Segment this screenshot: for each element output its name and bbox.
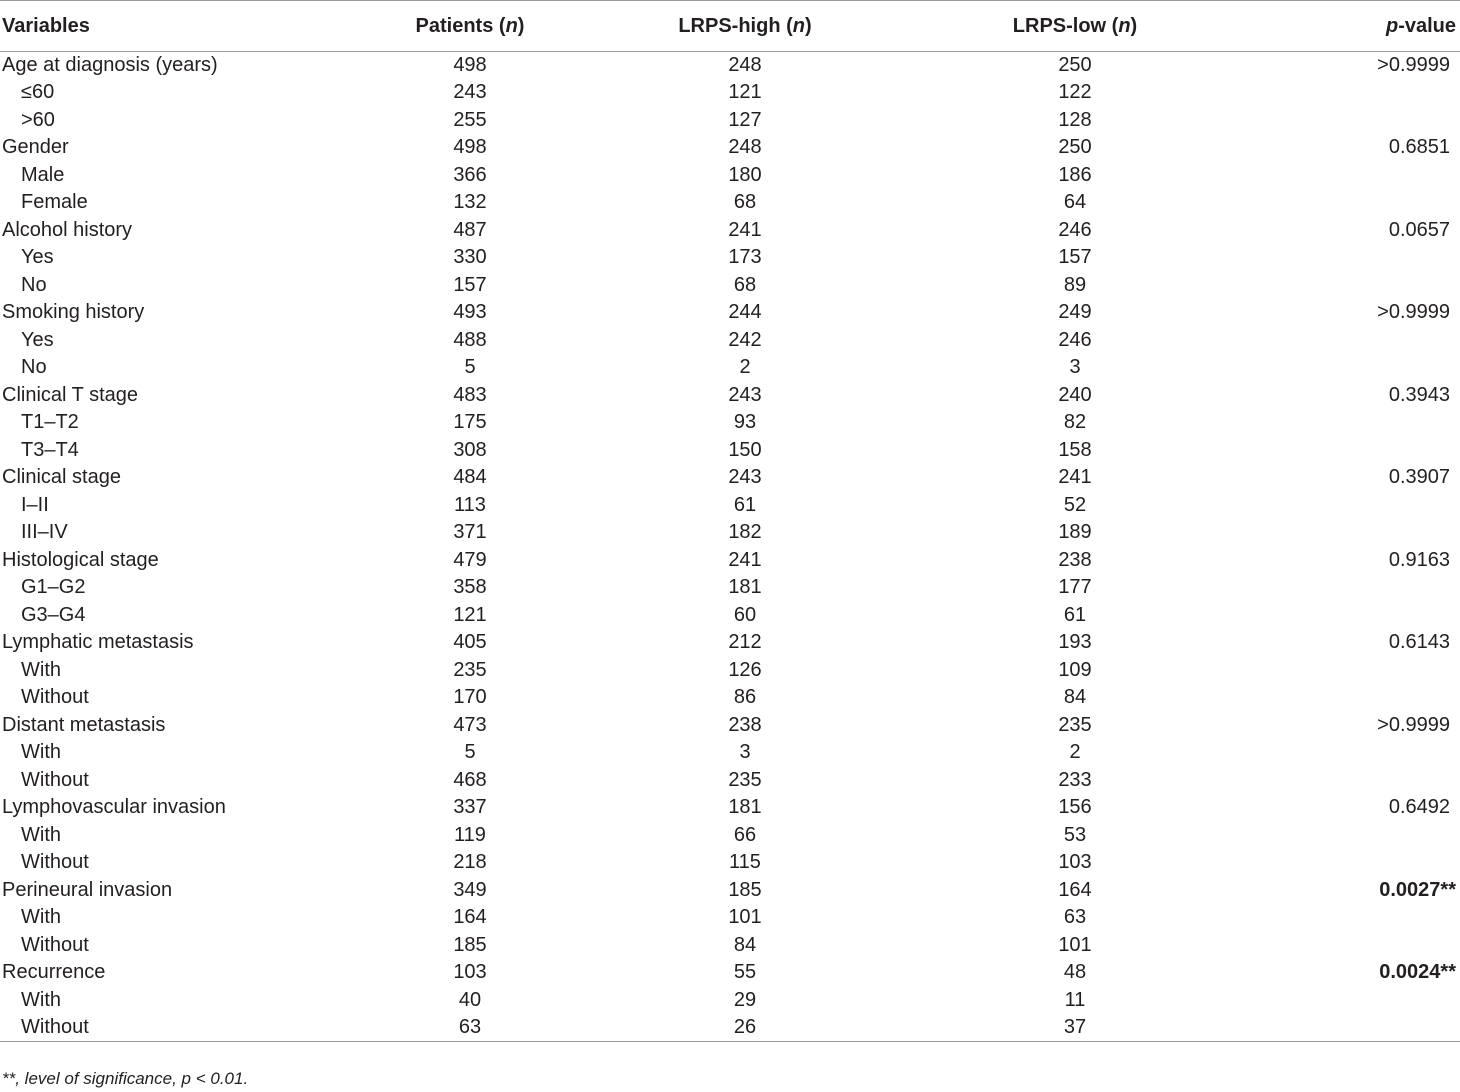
cell-patients: 157 <box>453 273 487 296</box>
cell-lrps-high: 180 <box>728 163 762 186</box>
table-subrow <box>0 904 1460 932</box>
cell-p-value <box>1240 684 1460 712</box>
cell-lrps-low: 157 <box>1058 246 1092 269</box>
cell-patients: 483 <box>453 383 487 406</box>
cell-variable: Gender <box>2 136 69 159</box>
cell-p-value <box>1240 437 1460 465</box>
cell-lrps-low: 64 <box>1063 191 1087 214</box>
cell-p-value <box>1240 657 1460 685</box>
cell-variable: Smoking history <box>2 301 145 324</box>
table-subrow <box>0 492 1460 520</box>
cell-variable: Without <box>21 686 89 709</box>
cell-lrps-low: 186 <box>1058 163 1092 186</box>
cell-p-value: >0.9999 <box>1377 301 1450 324</box>
cell-patients: 358 <box>453 576 487 599</box>
cell-variable: With <box>21 658 61 681</box>
cell-patients: 405 <box>453 631 487 654</box>
cell-lrps-high: 241 <box>728 548 762 571</box>
cell-lrps-high: 241 <box>728 218 762 241</box>
cell-variable: Histological stage <box>2 548 159 571</box>
cell-patients: 243 <box>453 81 487 104</box>
table-row <box>0 794 1460 822</box>
table-subrow <box>0 684 1460 712</box>
cell-p-value <box>1240 519 1460 547</box>
table-subrow <box>0 1014 1460 1042</box>
cell-patients: 185 <box>453 933 487 956</box>
cell-p-value: >0.9999 <box>1377 54 1450 76</box>
cell-p-value: 0.6492 <box>1388 796 1450 819</box>
cell-variable: Without <box>21 933 89 956</box>
cell-lrps-high: 93 <box>733 411 757 434</box>
cell-patients: 119 <box>454 823 486 846</box>
cell-lrps-high: 86 <box>733 686 757 709</box>
cell-p-value <box>1240 409 1460 437</box>
cell-lrps-high: 61 <box>733 493 757 516</box>
cell-patients: 484 <box>453 466 487 489</box>
cell-lrps-low: 238 <box>1058 548 1092 571</box>
table-row <box>0 299 1460 327</box>
table-subrow <box>0 272 1460 300</box>
cell-lrps-high: 3 <box>739 741 751 764</box>
cell-patients: 366 <box>453 163 487 186</box>
cell-p-value <box>1240 189 1460 217</box>
cell-variable: No <box>21 273 47 296</box>
cell-p-value <box>1240 1014 1460 1042</box>
header-lrps-low: LRPS-low (n) <box>910 1 1240 52</box>
cell-p-value <box>1240 492 1460 520</box>
cell-lrps-high: 242 <box>728 328 762 351</box>
cell-lrps-high: 29 <box>733 988 757 1011</box>
cell-lrps-high: 66 <box>733 823 757 846</box>
cell-lrps-high: 101 <box>728 906 762 929</box>
cell-p-value <box>1240 904 1460 932</box>
cell-variable: Lymphatic metastasis <box>2 631 194 654</box>
header-lrps-high: LRPS-high (n) <box>580 1 910 52</box>
table-row <box>0 464 1460 492</box>
cell-variable: Clinical T stage <box>2 383 138 406</box>
cell-lrps-low: 52 <box>1063 493 1087 516</box>
cell-lrps-low: 101 <box>1058 933 1092 956</box>
table-row <box>0 959 1460 987</box>
cell-patients: 5 <box>464 356 476 379</box>
table-row <box>0 382 1460 410</box>
cell-lrps-high: 248 <box>728 136 762 159</box>
cell-lrps-high: 60 <box>733 603 757 626</box>
cell-patients: 308 <box>453 438 487 461</box>
cell-lrps-low: 164 <box>1058 878 1092 901</box>
cell-variable: Age at diagnosis (years) <box>2 54 218 76</box>
table-subrow <box>0 79 1460 107</box>
cell-p-value <box>1240 79 1460 107</box>
cell-lrps-low: 63 <box>1063 906 1087 929</box>
cell-lrps-high: 84 <box>733 933 757 956</box>
cell-p-value <box>1240 987 1460 1015</box>
cell-patients: 175 <box>453 411 487 434</box>
header-p-value: p-value <box>1240 1 1460 52</box>
cell-lrps-low: 109 <box>1058 658 1092 681</box>
cell-patients: 488 <box>453 328 487 351</box>
cell-patients: 479 <box>453 548 487 571</box>
cell-p-value: 0.0027** <box>1379 878 1456 901</box>
cell-lrps-high: 121 <box>728 81 762 104</box>
cell-patients: 132 <box>453 191 487 214</box>
cell-lrps-low: 84 <box>1063 686 1087 709</box>
cell-patients: 235 <box>453 658 487 681</box>
cell-lrps-high: 2 <box>739 356 751 379</box>
cell-lrps-high: 212 <box>728 631 762 654</box>
cell-p-value: 0.6143 <box>1388 631 1450 654</box>
cell-patients: 493 <box>453 301 487 324</box>
table-subrow <box>0 602 1460 630</box>
cell-p-value <box>1240 849 1460 877</box>
table-subrow <box>0 932 1460 960</box>
cell-lrps-low: 233 <box>1058 768 1092 791</box>
cell-patients: 498 <box>453 136 487 159</box>
table-subrow <box>0 437 1460 465</box>
cell-variable: With <box>21 988 61 1011</box>
cell-variable: T1–T2 <box>21 411 79 434</box>
cell-variable: Female <box>21 191 88 214</box>
cell-lrps-low: 241 <box>1058 466 1092 489</box>
cell-p-value <box>1240 932 1460 960</box>
cell-patients: 40 <box>458 988 482 1011</box>
cell-lrps-high: 127 <box>728 108 762 131</box>
cell-variable: I–II <box>21 493 49 516</box>
cell-lrps-high: 185 <box>728 878 762 901</box>
cell-lrps-high: 68 <box>733 191 757 214</box>
cell-p-value <box>1240 602 1460 630</box>
cell-lrps-low: 53 <box>1063 823 1087 846</box>
table-subrow <box>0 849 1460 877</box>
cell-lrps-low: 128 <box>1058 108 1092 131</box>
cell-lrps-low: 189 <box>1058 521 1092 544</box>
cell-p-value: 0.9163 <box>1388 548 1450 571</box>
table-subrow <box>0 519 1460 547</box>
table-subrow <box>0 987 1460 1015</box>
cell-lrps-high: 115 <box>729 851 761 874</box>
table-body <box>0 52 1460 1042</box>
table-subrow <box>0 822 1460 850</box>
cell-p-value: 0.6851 <box>1388 136 1450 159</box>
cell-p-value: >0.9999 <box>1377 713 1450 736</box>
cell-lrps-high: 182 <box>728 521 762 544</box>
cell-variable: Yes <box>21 328 54 351</box>
cell-variable: Lymphovascular invasion <box>2 796 226 819</box>
cell-lrps-low: 246 <box>1058 218 1092 241</box>
table-row <box>0 547 1460 575</box>
cell-p-value <box>1240 244 1460 272</box>
cell-variable: Clinical stage <box>2 466 121 489</box>
table-subrow <box>0 767 1460 795</box>
cell-lrps-low: 122 <box>1058 81 1092 104</box>
cell-p-value <box>1240 574 1460 602</box>
cell-patients: 330 <box>453 246 487 269</box>
cell-variable: Perineural invasion <box>2 878 173 901</box>
cell-lrps-high: 173 <box>728 246 762 269</box>
cell-variable: Without <box>21 851 89 874</box>
cell-variable: >60 <box>21 108 55 131</box>
cell-lrps-high: 55 <box>733 961 757 984</box>
cell-lrps-high: 181 <box>728 796 762 819</box>
cell-p-value <box>1240 272 1460 300</box>
cell-lrps-low: 250 <box>1058 136 1092 159</box>
cell-variable: G1–G2 <box>21 576 86 599</box>
cell-lrps-low: 249 <box>1058 301 1092 324</box>
cell-lrps-high: 244 <box>728 301 762 324</box>
table-subrow <box>0 739 1460 767</box>
cell-lrps-high: 243 <box>728 466 762 489</box>
table-header-row <box>0 1 1460 52</box>
table-row <box>0 134 1460 162</box>
cell-variable: Without <box>0 1014 360 1042</box>
cell-lrps-low: 103 <box>1058 851 1092 874</box>
table-row <box>0 712 1460 740</box>
cell-lrps-low: 2 <box>1069 741 1081 764</box>
cell-p-value <box>1240 162 1460 190</box>
cell-patients: 337 <box>453 796 487 819</box>
header-patients: Patients (n) <box>360 1 580 52</box>
cell-lrps-low: 240 <box>1058 383 1092 406</box>
cell-patients: 121 <box>453 603 487 626</box>
table-row <box>0 217 1460 245</box>
cell-p-value <box>1240 822 1460 850</box>
cell-patients: 164 <box>453 906 487 929</box>
table-footnote: **, level of significance, p < 0.01. <box>2 1069 249 1088</box>
cell-lrps-high: 243 <box>728 383 762 406</box>
cell-lrps-low: 158 <box>1058 438 1092 461</box>
cell-patients: 468 <box>453 768 487 791</box>
table-subrow <box>0 327 1460 355</box>
cell-p-value: 0.3943 <box>1388 383 1450 406</box>
cell-patients: 255 <box>453 108 487 131</box>
table-row <box>0 52 1460 80</box>
cell-variable: No <box>21 356 47 379</box>
cell-p-value: 0.0024** <box>1379 961 1456 984</box>
cell-lrps-high: 68 <box>733 273 757 296</box>
table-subrow <box>0 107 1460 135</box>
cell-patients: 218 <box>453 851 487 874</box>
cell-variable: Alcohol history <box>2 218 133 241</box>
cell-p-value <box>1240 767 1460 795</box>
header-variables: Variables <box>0 1 360 52</box>
cell-lrps-low: 3 <box>1069 356 1081 379</box>
cell-patients: 103 <box>453 961 487 984</box>
cell-patients: 473 <box>453 713 487 736</box>
cell-p-value <box>1240 739 1460 767</box>
cell-variable: With <box>21 906 61 929</box>
cell-lrps-low: 37 <box>910 1014 1240 1042</box>
cell-lrps-low: 61 <box>1063 603 1087 626</box>
cell-patients: 5 <box>464 741 476 764</box>
cell-lrps-low: 177 <box>1058 576 1092 599</box>
cell-lrps-high: 26 <box>580 1014 910 1042</box>
table-subrow <box>0 574 1460 602</box>
cell-lrps-low: 82 <box>1063 411 1087 434</box>
cell-variable: G3–G4 <box>21 603 86 626</box>
table-subrow <box>0 189 1460 217</box>
cell-p-value <box>1240 107 1460 135</box>
cell-lrps-low: 193 <box>1058 631 1092 654</box>
cell-p-value <box>1240 354 1460 382</box>
cell-patients: 487 <box>453 218 487 241</box>
table-subrow <box>0 409 1460 437</box>
cell-patients: 113 <box>454 493 486 516</box>
cell-patients: 371 <box>453 521 487 544</box>
cell-lrps-low: 235 <box>1058 713 1092 736</box>
cell-variable: ≤60 <box>21 81 55 104</box>
table-subrow <box>0 354 1460 382</box>
cell-p-value: 0.0657 <box>1388 218 1450 241</box>
cell-variable: Without <box>21 768 89 791</box>
cell-lrps-low: 11 <box>1064 988 1086 1011</box>
cell-variable: Distant metastasis <box>2 713 166 736</box>
cell-lrps-high: 235 <box>728 768 762 791</box>
table-subrow <box>0 657 1460 685</box>
cell-lrps-high: 238 <box>728 713 762 736</box>
cell-variable: Yes <box>21 246 54 269</box>
cell-variable: T3–T4 <box>21 438 79 461</box>
cell-lrps-high: 150 <box>728 438 762 461</box>
cell-lrps-low: 156 <box>1058 796 1092 819</box>
table-row <box>0 629 1460 657</box>
table-subrow <box>0 162 1460 190</box>
cell-patients: 349 <box>453 878 487 901</box>
table-row <box>0 877 1460 905</box>
cell-variable: Male <box>21 163 65 186</box>
cell-patients: 63 <box>360 1014 580 1042</box>
cell-lrps-high: 181 <box>728 576 762 599</box>
cell-lrps-low: 246 <box>1058 328 1092 351</box>
table-subrow <box>0 244 1460 272</box>
cell-variable: Recurrence <box>2 961 106 984</box>
cell-variable: With <box>21 823 61 846</box>
cell-patients: 498 <box>453 54 487 76</box>
cell-variable: III–IV <box>21 521 68 544</box>
cell-patients: 170 <box>453 686 487 709</box>
cell-lrps-low: 89 <box>1063 273 1087 296</box>
cell-lrps-low: 250 <box>1058 54 1092 76</box>
cell-lrps-low: 48 <box>1063 961 1087 984</box>
cell-lrps-high: 248 <box>728 54 762 76</box>
cell-lrps-high: 126 <box>728 658 762 681</box>
cell-p-value: 0.3907 <box>1388 466 1450 489</box>
cell-p-value <box>1240 327 1460 355</box>
cell-variable: With <box>21 741 61 764</box>
